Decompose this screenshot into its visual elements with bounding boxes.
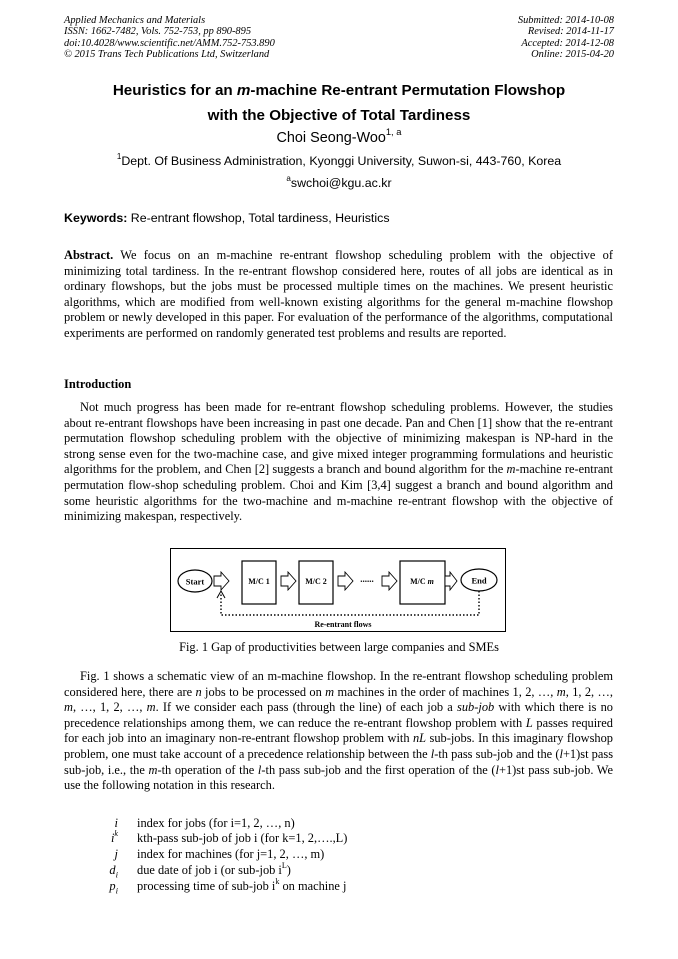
journal-name: Applied Mechanics and Materials <box>64 15 206 26</box>
figure-1-flowshop-diagram <box>170 548 506 632</box>
author-email[interactable]: $^a$swchoi@kgu.ac.kr <box>286 173 392 190</box>
notation-description: kth-pass sub-job of job i (for k=1, 2,….,L) <box>137 831 348 845</box>
notation-item <box>64 828 613 846</box>
title-line-1: Heuristics for an m-machine Re-entrant Permutation Flowshop <box>112 82 566 99</box>
notation-item <box>64 860 613 880</box>
issn-line: ISSN: 1662-7482, Vols. 752-753, pp 890-895 <box>64 26 252 38</box>
notation-symbol: $p_i$ <box>109 879 118 896</box>
notation-symbol: j <box>114 847 118 861</box>
notation-description: index for machines (for j=1, 2, …, m) <box>137 847 325 861</box>
accepted-date: Accepted: 2014-12-08 <box>521 37 614 49</box>
notation-description: due date of job i (or sub-job $i^L$) <box>137 860 291 877</box>
notation-symbol: i <box>114 816 118 830</box>
revised-date: Revised: 2014-11-17 <box>527 26 614 38</box>
submitted-date: Submitted: 2014-10-08 <box>517 15 614 26</box>
end-label: End <box>471 575 487 586</box>
introduction-paragraph: Not much progress has been made for re-entrant flowshop scheduling problems. However, the studies about re-entrant flowshops have been increasing in past one decade. Pan and Chen [1] show that the re-entrant permutation flowshop scheduling problem with the objective of minimizing makespan is NP-hard in the strong sense even for the two-machine case, and give mixed integer programming formulations and heuristic algorithms for the problem, and Chen [2] suggests a branch and bound algorithm for the m-machine re-entrant permutation flow-shop scheduling problem. Choi and Kim [3,4] suggest a branch and bound algorithm and some heuristic algorithms for the two-machine and m-machine re-entrant flowshop with the objective of minimizing makespan, respectively. <box>64 400 613 524</box>
reentrant-flows-label: Re-entrant flows <box>314 620 372 629</box>
machine-m-label: M/C m <box>410 577 434 586</box>
figure-caption: Fig. 1 Gap of productivities between large companies and SMEs <box>179 640 499 654</box>
notation-description: index for jobs (for i=1, 2, …, n) <box>137 816 295 830</box>
notation-item <box>64 816 613 831</box>
arrow-icon <box>445 572 457 590</box>
title-line-2: with the Objective of Total Tardiness <box>207 107 471 124</box>
arrow-icon <box>281 572 296 590</box>
online-date: Online: 2015-04-20 <box>531 48 614 60</box>
paper-title <box>64 78 614 128</box>
header-left <box>64 15 275 60</box>
abstract: Abstract. We focus on an m-machine re-entrant flowshop scheduling problem with the objective of minimizing total tardiness. In the re-entrant flowshop considered here, routes of all jobs are identical as in ordinary flowshops, but the jobs must be processed multiple times on the machines. We present heuristic algorithms, which are modified from well-known existing algorithms for the general m-machine flowshop problem or newly developed in this paper. For evaluation of the performance of the algorithms, computational experiments are performed on randomly generated test problems and results are reported. <box>64 248 613 340</box>
figure-description-paragraph: Fig. 1 shows a schematic view of an m-machine flowshop. In the re-entrant flowshop scheduling problem considered here, there are n jobs to be processed on m machines in the order of machines 1, 2, …, m, 1, 2, …, m, …, 1, 2, …, m. If we consider each pass (through the line) of each job a sub-job with which there is no precedence relationships among them, we can reduce the re-entrant flowshop problem with L passes required for each job into an imaginary non-re-entrant flowshop problem with nL sub-jobs. In this imaginary flowshop problem, one must take account of a precedence relationship between the l-th pass sub-job and the (l+1)st pass sub-job, i.e., the m-th operation of the l-th pass sub-job and the first operation of the (l+1)st pass sub-job. We use the following notation in this research. <box>64 669 614 793</box>
arrow-icon <box>382 572 397 590</box>
arrow-icon <box>214 572 229 590</box>
doi-line[interactable]: doi:10.4028/www.scientific.net/AMM.752-753.890 <box>64 37 275 49</box>
running-header <box>64 15 614 63</box>
notation-description: processing time of sub-job $i^k$ on machine j <box>137 876 347 893</box>
notation-item <box>64 876 613 896</box>
start-label: Start <box>185 576 205 587</box>
arrow-icon <box>338 572 353 590</box>
copyright-line: © 2015 Trans Tech Publications Ltd, Switzerland <box>64 48 270 60</box>
flowshop-schematic <box>171 549 505 631</box>
notation-item <box>64 847 613 862</box>
notation-symbol: $d_i$ <box>109 863 118 880</box>
section-heading-introduction: Introduction <box>64 377 132 391</box>
header-right <box>518 15 614 60</box>
notation-symbol: $i^k$ <box>110 828 118 845</box>
ellipsis-dots: ...... <box>360 574 374 584</box>
keywords: Keywords: Re-entrant flowshop, Total tardiness, Heuristics <box>64 211 390 225</box>
author-name: Choi Seong-Woo$^{1, a}$ <box>276 127 402 146</box>
machine-2-label: M/C 2 <box>305 577 327 586</box>
machine-1-label: M/C 1 <box>248 577 270 586</box>
affiliation: $^1$Dept. Of Business Administration, Kyonggi University, Suwon-si, 443-760, Korea <box>116 151 562 168</box>
